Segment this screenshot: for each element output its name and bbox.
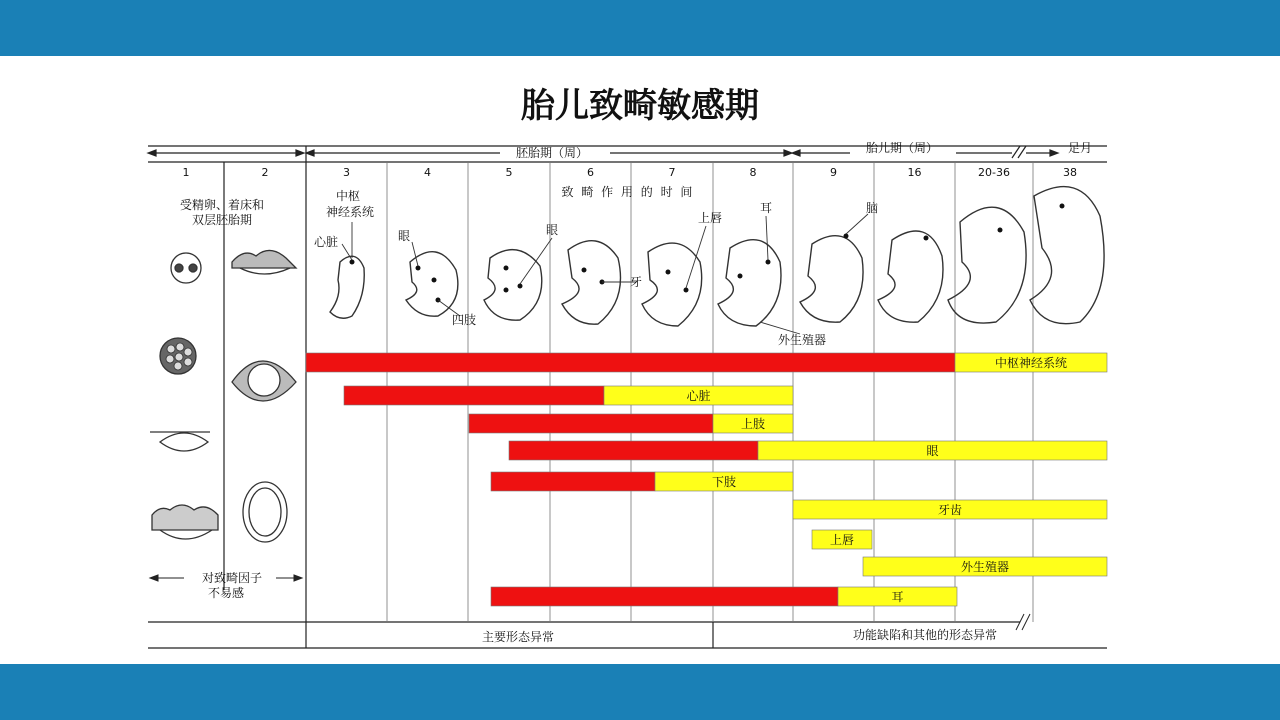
brain-label: 脑 (865, 201, 879, 215)
bar-label-9: 耳 (891, 590, 904, 604)
upper-lip-label: 上唇 (697, 211, 723, 225)
cns-label-line1: 中枢 (335, 189, 361, 203)
week-label: 2 (261, 166, 269, 179)
bar-major-4 (509, 441, 758, 460)
teeth-label: 牙 (629, 275, 643, 289)
major-anomaly-label: 主要形态异常 (481, 630, 555, 644)
eye-label-week4: 眼 (397, 229, 411, 243)
week-label: 4 (424, 166, 431, 179)
insensitive-line2: 不易感 (207, 586, 245, 600)
fetal-period-label: 胎儿期（周） (865, 141, 939, 155)
embryo-sketches (330, 187, 1104, 326)
week-label: 5 (505, 166, 513, 179)
stage-label-line2: 双层胚胎期 (191, 213, 253, 227)
early-stage-sketches (150, 250, 296, 542)
week-label: 20-36 (978, 166, 1010, 179)
label-leader-lines (342, 214, 868, 334)
bar-major-2 (344, 386, 604, 405)
bar-label-6: 牙齿 (937, 503, 963, 517)
insensitive-line1: 对致畸因子 (201, 571, 263, 585)
week-label: 6 (587, 166, 594, 179)
ear-label: 耳 (759, 201, 773, 215)
bar-label-3: 上肢 (740, 417, 766, 431)
limbs-label: 四肢 (451, 313, 477, 327)
week-label: 9 (830, 166, 837, 179)
cns-label-line2: 神经系统 (325, 205, 375, 219)
week-label: 7 (668, 166, 676, 179)
eye-label-week5: 眼 (545, 223, 559, 237)
week-label: 38 (1063, 166, 1077, 179)
term-label: 足月 (1067, 141, 1093, 155)
bar-label-1: 中枢神经系统 (994, 356, 1068, 370)
week-label: 3 (343, 166, 350, 179)
embryo-period-label: 胚胎期（周） (515, 146, 589, 160)
action-time-label: 致 畸 作 用 的 时 间 (561, 185, 695, 199)
bar-label-4: 眼 (926, 444, 939, 458)
genitals-label: 外生殖器 (777, 333, 827, 347)
sensitivity-bars (306, 353, 1107, 606)
bar-label-5: 下肢 (711, 475, 737, 489)
week-label: 16 (907, 166, 922, 179)
week-label: 8 (749, 166, 757, 179)
slide-title: 胎儿致畸敏感期 (521, 86, 759, 126)
minor-anomaly-label: 功能缺陷和其他的形态异常 (852, 628, 998, 642)
bar-major-9 (491, 587, 838, 606)
bar-major-5 (491, 472, 655, 491)
bar-label-7: 上唇 (829, 533, 855, 547)
bar-label-2: 心脏 (686, 389, 711, 403)
week-labels (183, 166, 1078, 179)
stage-label-line1: 受精卵、着床和 (179, 198, 265, 212)
heart-label: 心脏 (313, 235, 339, 249)
bar-major-3 (469, 414, 713, 433)
bar-major-1 (306, 353, 955, 372)
week-label: 1 (182, 166, 190, 179)
bar-label-8: 外生殖器 (960, 560, 1010, 574)
